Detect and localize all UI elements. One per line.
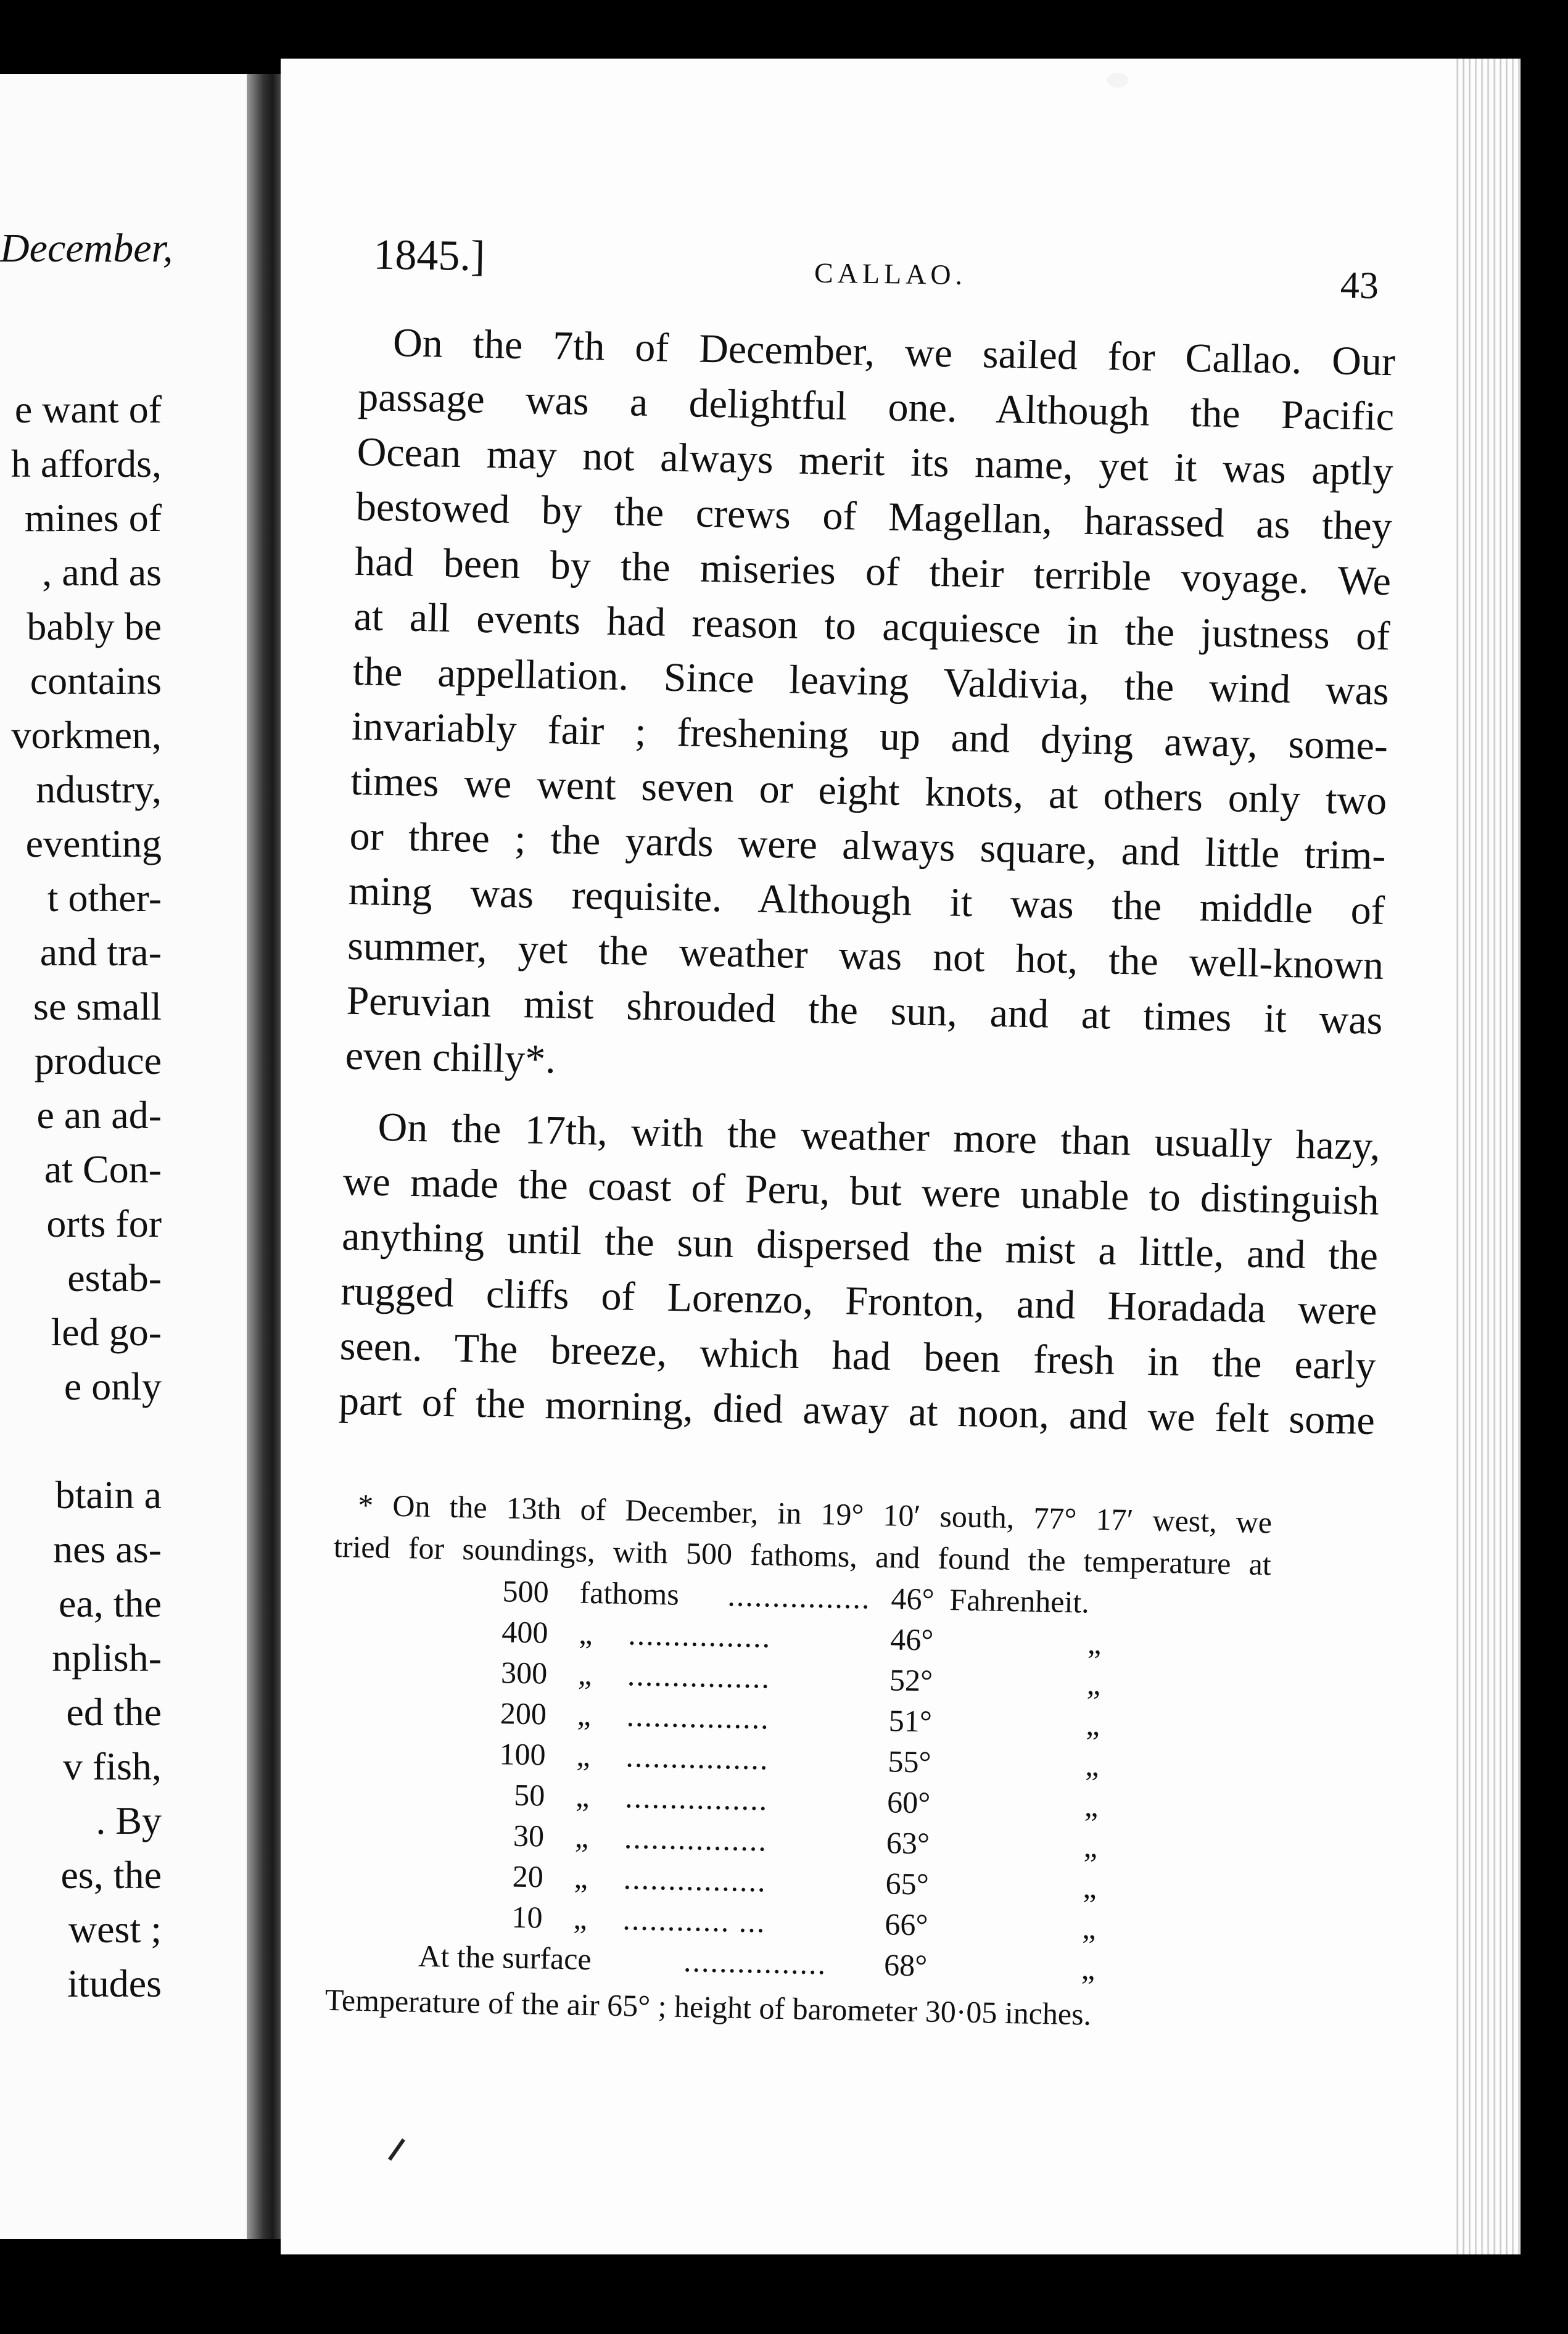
- ditto-mark: „: [1086, 1666, 1101, 1701]
- leader-dots: ................: [727, 1578, 872, 1615]
- left-line: v fish,: [63, 1744, 162, 1788]
- leader-dots: ............ ...: [622, 1902, 767, 1939]
- sounding-depth: 400: [501, 1614, 548, 1650]
- ditto-mark: „: [1083, 1870, 1097, 1905]
- body-text: [338, 315, 1395, 1448]
- sounding-temperature: 46°: [891, 1581, 935, 1617]
- footnote-line: * On the 13th of December, in 19° 10′ south, 77° 17′ west, we: [357, 1487, 1273, 1540]
- text-line: Ocean may not always merit its name, yet it was aptly: [357, 429, 1394, 495]
- text-line: times we went seven or eight knots, at others only two: [350, 758, 1387, 824]
- text-line: On the 7th of December, we sailed for Callao. Our: [392, 320, 1396, 385]
- text-line: summer, yet the weather was not hot, the well-known: [347, 923, 1384, 989]
- text-line: bestowed by the crews of Magellan, harassed as they: [355, 484, 1393, 550]
- sounding-depth: 20: [512, 1858, 544, 1894]
- text-line: part of the morning, died away at noon, and we felt some: [338, 1378, 1376, 1443]
- sounding-temperature: 65°: [885, 1866, 930, 1902]
- surface-temperature: 68°: [883, 1947, 928, 1983]
- text-line: had been by the miseries of their terrible voyage. We: [354, 538, 1392, 604]
- leader-dots: ................: [624, 1820, 768, 1858]
- ditto-mark: „: [576, 1738, 591, 1773]
- leader-dots: ................: [626, 1698, 770, 1736]
- text-line: invariably fair ; freshening up and dying away, some-: [351, 703, 1389, 769]
- left-line: vorkmen,: [11, 713, 162, 757]
- ditto-mark: „: [573, 1900, 588, 1936]
- sounding-depth: 100: [499, 1736, 547, 1772]
- scan-speck: [1107, 73, 1128, 88]
- sounding-temperature: 66°: [884, 1907, 928, 1942]
- ditto-mark: „: [1087, 1625, 1102, 1660]
- depth-unit: fathoms: [579, 1575, 680, 1612]
- left-running-head: December,: [0, 226, 173, 271]
- left-line: eventing: [25, 822, 162, 865]
- leader-dots: ................: [624, 1779, 769, 1817]
- left-line: , and as: [42, 550, 162, 594]
- left-line: ndustry,: [36, 767, 162, 811]
- left-line: at Con-: [44, 1147, 162, 1191]
- left-line: orts for: [46, 1202, 162, 1245]
- leader-dots: ................: [625, 1739, 770, 1776]
- left-line: bably be: [27, 604, 162, 648]
- text-line: rugged cliffs of Lorenzo, Fronton, and Horadada were: [340, 1268, 1377, 1334]
- text-line: seen. The breeze, which had been fresh in the early: [339, 1323, 1377, 1388]
- book-gutter: [247, 74, 284, 2239]
- ditto-mark: „: [1084, 1747, 1100, 1783]
- left-line: se small: [33, 984, 162, 1028]
- header-year: 1845.]: [373, 231, 485, 281]
- right-page: [281, 59, 1521, 2254]
- left-page-fragment: [0, 74, 247, 2239]
- left-line: west ;: [68, 1907, 162, 1951]
- left-line: e want of: [14, 387, 162, 431]
- text-line: ming was requisite. Although it was the middle of: [348, 868, 1385, 934]
- left-line: e only: [64, 1364, 162, 1408]
- ditto-mark: „: [1081, 1951, 1096, 1986]
- text-line: even chilly*.: [345, 1033, 556, 1082]
- sounding-depth: 500: [502, 1573, 550, 1609]
- text-line: anything until the sun dispersed the mist a little, and the: [341, 1213, 1379, 1279]
- ditto-mark: „: [574, 1819, 589, 1854]
- sounding-depth: 30: [513, 1818, 545, 1854]
- footnote: [324, 1483, 1272, 2039]
- ditto-mark: „: [575, 1778, 590, 1814]
- left-line: [11, 1414, 162, 1468]
- left-line: t other-: [47, 876, 162, 920]
- text-line: or three ; the yards were always square, and little trim-: [349, 813, 1387, 879]
- left-line: btain a: [55, 1473, 162, 1517]
- ditto-mark: „: [577, 1656, 592, 1692]
- left-line: e an ad-: [36, 1093, 162, 1137]
- sounding-temperature: 51°: [888, 1703, 933, 1739]
- left-line: ea, the: [59, 1581, 162, 1625]
- left-line: produce: [34, 1039, 162, 1082]
- surface-label: At the surface: [418, 1938, 592, 1977]
- sounding-temperature: 55°: [887, 1744, 932, 1779]
- text-line: On the 17th, with the weather more than usually hazy,: [378, 1104, 1381, 1169]
- left-line: contains: [30, 659, 162, 703]
- footnote-line: tried for soundings, with 500 fathoms, and found the temperature at: [333, 1528, 1272, 1582]
- left-line: nplish-: [52, 1636, 162, 1680]
- leader-dots: ................: [683, 1943, 827, 1981]
- sounding-temperature: 63°: [886, 1825, 930, 1861]
- sounding-temperature: 46°: [889, 1622, 934, 1657]
- temperature-unit: Fahrenheit.: [949, 1582, 1090, 1620]
- running-title: CALLAO.: [814, 257, 967, 291]
- leader-dots: ................: [623, 1861, 767, 1899]
- sounding-depth: 10: [511, 1899, 543, 1935]
- text-line: the appellation. Since leaving Valdivia, the wind was: [352, 648, 1390, 714]
- ditto-mark: „: [578, 1615, 593, 1651]
- left-line: and tra-: [39, 930, 162, 974]
- left-line: h affords,: [10, 442, 162, 485]
- sounding-depth: 50: [513, 1777, 545, 1813]
- page-header: [373, 231, 1379, 325]
- text-line: at all events had reason to acquiesce in the justness of: [353, 593, 1390, 659]
- left-line: nes as-: [53, 1527, 162, 1571]
- left-page-text: [11, 382, 162, 2011]
- ditto-mark: „: [577, 1697, 592, 1733]
- leader-dots: ................: [627, 1657, 771, 1695]
- ditto-mark: „: [1084, 1788, 1099, 1823]
- sounding-temperature: 60°: [886, 1784, 931, 1820]
- left-line: led go-: [51, 1310, 162, 1354]
- left-line: . By: [96, 1799, 162, 1842]
- sounding-depth: 200: [500, 1696, 547, 1731]
- page-edges: [1453, 59, 1521, 2254]
- ditto-mark: „: [1083, 1829, 1098, 1864]
- sounding-temperature: 52°: [889, 1662, 933, 1698]
- text-line: Peruvian mist shrouded the sun, and at times it was: [345, 978, 1384, 1044]
- left-line: ed the: [66, 1690, 162, 1734]
- page-number: 43: [1340, 264, 1379, 307]
- text-line: we made the coast of Peru, but were unable to distinguish: [342, 1158, 1380, 1224]
- sounding-depth: 300: [500, 1655, 548, 1691]
- ditto-mark: „: [1081, 1910, 1097, 1945]
- text-line: passage was a delightful one. Although the Pacific: [357, 374, 1395, 440]
- ditto-mark: „: [1086, 1707, 1100, 1742]
- left-line: es, the: [60, 1853, 162, 1897]
- left-line: itudes: [67, 1961, 162, 2005]
- ditto-mark: „: [574, 1860, 588, 1895]
- left-line: mines of: [24, 496, 162, 540]
- left-line: estab-: [67, 1256, 162, 1300]
- air-temperature-line: Temperature of the air 65° ; height of barometer 30·05 inches.: [324, 1982, 1092, 2032]
- leader-dots: ................: [627, 1617, 772, 1654]
